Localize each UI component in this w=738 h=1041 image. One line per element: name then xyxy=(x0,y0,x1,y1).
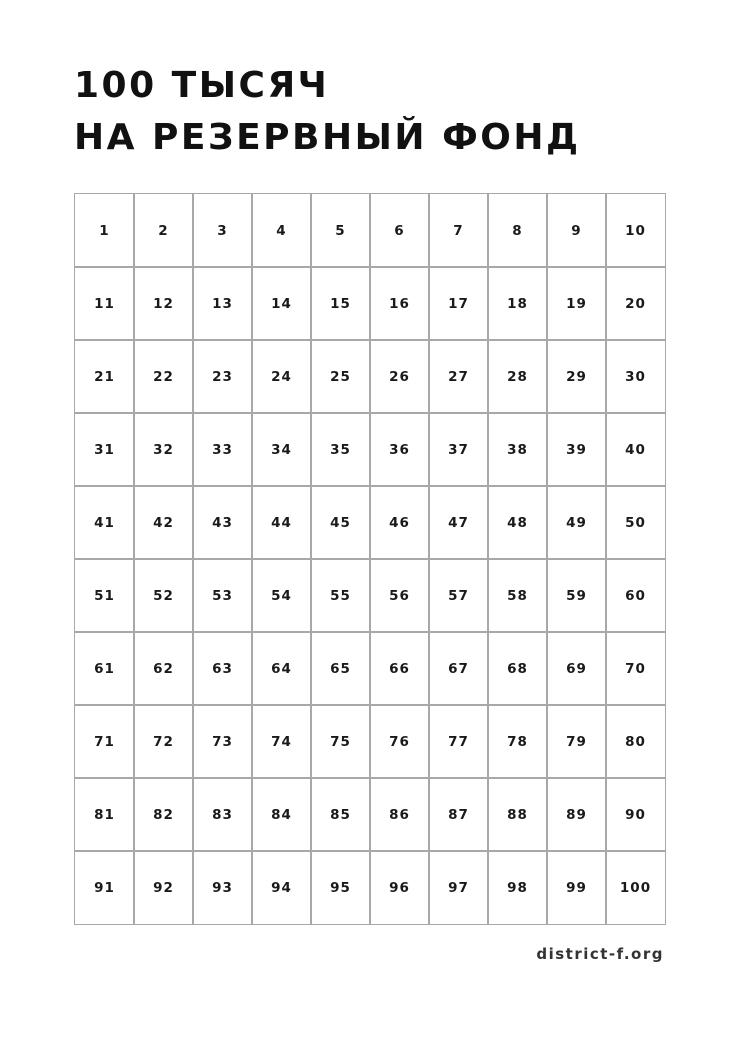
grid-cell-53[interactable]: 53 xyxy=(192,558,253,633)
grid-cell-26[interactable]: 26 xyxy=(369,339,430,414)
grid-cell-70[interactable]: 70 xyxy=(605,631,666,706)
grid-cell-66[interactable]: 66 xyxy=(369,631,430,706)
grid-cell-62[interactable]: 62 xyxy=(133,631,194,706)
grid-cell-81[interactable]: 81 xyxy=(74,777,135,852)
grid-cell-64[interactable]: 64 xyxy=(251,631,312,706)
grid-cell-20[interactable]: 20 xyxy=(605,266,666,341)
grid-cell-90[interactable]: 90 xyxy=(605,777,666,852)
grid-cell-25[interactable]: 25 xyxy=(310,339,371,414)
grid-cell-46[interactable]: 46 xyxy=(369,485,430,560)
grid-cell-59[interactable]: 59 xyxy=(546,558,607,633)
grid-cell-73[interactable]: 73 xyxy=(192,704,253,779)
grid-cell-35[interactable]: 35 xyxy=(310,412,371,487)
grid-cell-86[interactable]: 86 xyxy=(369,777,430,852)
grid-cell-83[interactable]: 83 xyxy=(192,777,253,852)
grid-cell-51[interactable]: 51 xyxy=(74,558,135,633)
grid-cell-82[interactable]: 82 xyxy=(133,777,194,852)
grid-cell-56[interactable]: 56 xyxy=(369,558,430,633)
grid-cell-33[interactable]: 33 xyxy=(192,412,253,487)
grid-cell-36[interactable]: 36 xyxy=(369,412,430,487)
grid-cell-61[interactable]: 61 xyxy=(74,631,135,706)
grid-cell-65[interactable]: 65 xyxy=(310,631,371,706)
grid-cell-16[interactable]: 16 xyxy=(369,266,430,341)
grid-cell-43[interactable]: 43 xyxy=(192,485,253,560)
grid-cell-79[interactable]: 79 xyxy=(546,704,607,779)
grid-cell-29[interactable]: 29 xyxy=(546,339,607,414)
grid-cell-9[interactable]: 9 xyxy=(546,193,607,268)
grid-cell-12[interactable]: 12 xyxy=(133,266,194,341)
grid-cell-84[interactable]: 84 xyxy=(251,777,312,852)
grid-cell-44[interactable]: 44 xyxy=(251,485,312,560)
grid-cell-21[interactable]: 21 xyxy=(74,339,135,414)
grid-cell-69[interactable]: 69 xyxy=(546,631,607,706)
grid-cell-94[interactable]: 94 xyxy=(251,850,312,925)
grid-cell-8[interactable]: 8 xyxy=(487,193,548,268)
grid-cell-34[interactable]: 34 xyxy=(251,412,312,487)
grid-cell-13[interactable]: 13 xyxy=(192,266,253,341)
grid-cell-71[interactable]: 71 xyxy=(74,704,135,779)
grid-cell-58[interactable]: 58 xyxy=(487,558,548,633)
grid-cell-100[interactable]: 100 xyxy=(605,850,666,925)
grid-cell-92[interactable]: 92 xyxy=(133,850,194,925)
grid-cell-80[interactable]: 80 xyxy=(605,704,666,779)
grid-cell-57[interactable]: 57 xyxy=(428,558,489,633)
grid-cell-22[interactable]: 22 xyxy=(133,339,194,414)
grid-cell-55[interactable]: 55 xyxy=(310,558,371,633)
grid-cell-19[interactable]: 19 xyxy=(546,266,607,341)
grid-cell-52[interactable]: 52 xyxy=(133,558,194,633)
grid-cell-3[interactable]: 3 xyxy=(192,193,253,268)
site-url: district-f.org xyxy=(536,945,664,963)
grid-cell-1[interactable]: 1 xyxy=(74,193,135,268)
grid-cell-74[interactable]: 74 xyxy=(251,704,312,779)
grid-cell-97[interactable]: 97 xyxy=(428,850,489,925)
grid-cell-7[interactable]: 7 xyxy=(428,193,489,268)
grid-cell-99[interactable]: 99 xyxy=(546,850,607,925)
grid-cell-18[interactable]: 18 xyxy=(487,266,548,341)
grid-cell-17[interactable]: 17 xyxy=(428,266,489,341)
grid-cell-11[interactable]: 11 xyxy=(74,266,135,341)
grid-cell-54[interactable]: 54 xyxy=(251,558,312,633)
savings-tracker-grid xyxy=(74,193,666,925)
grid-cell-2[interactable]: 2 xyxy=(133,193,194,268)
grid-cell-32[interactable]: 32 xyxy=(133,412,194,487)
grid-cell-77[interactable]: 77 xyxy=(428,704,489,779)
grid-cell-39[interactable]: 39 xyxy=(546,412,607,487)
grid-cell-67[interactable]: 67 xyxy=(428,631,489,706)
grid-cell-68[interactable]: 68 xyxy=(487,631,548,706)
grid-cell-5[interactable]: 5 xyxy=(310,193,371,268)
grid-cell-88[interactable]: 88 xyxy=(487,777,548,852)
grid-cell-78[interactable]: 78 xyxy=(487,704,548,779)
grid-cell-91[interactable]: 91 xyxy=(74,850,135,925)
grid-cell-60[interactable]: 60 xyxy=(605,558,666,633)
grid-cell-27[interactable]: 27 xyxy=(428,339,489,414)
grid-cell-15[interactable]: 15 xyxy=(310,266,371,341)
page-title xyxy=(74,60,581,164)
grid-cell-49[interactable]: 49 xyxy=(546,485,607,560)
grid-cell-23[interactable]: 23 xyxy=(192,339,253,414)
grid-cell-40[interactable]: 40 xyxy=(605,412,666,487)
grid-cell-37[interactable]: 37 xyxy=(428,412,489,487)
grid-cell-42[interactable]: 42 xyxy=(133,485,194,560)
grid-cell-24[interactable]: 24 xyxy=(251,339,312,414)
grid-cell-6[interactable]: 6 xyxy=(369,193,430,268)
grid-cell-95[interactable]: 95 xyxy=(310,850,371,925)
grid-cell-28[interactable]: 28 xyxy=(487,339,548,414)
grid-cell-75[interactable]: 75 xyxy=(310,704,371,779)
grid-cell-10[interactable]: 10 xyxy=(605,193,666,268)
grid-cell-96[interactable]: 96 xyxy=(369,850,430,925)
grid-cell-93[interactable]: 93 xyxy=(192,850,253,925)
grid-cell-76[interactable]: 76 xyxy=(369,704,430,779)
grid-cell-4[interactable]: 4 xyxy=(251,193,312,268)
grid-cell-30[interactable]: 30 xyxy=(605,339,666,414)
grid-cell-31[interactable]: 31 xyxy=(74,412,135,487)
title-line-2: НА РЕЗЕРВНЫЙ ФОНД xyxy=(74,117,581,158)
title-line-1: 100 ТЫСЯЧ xyxy=(74,65,330,106)
grid-cell-63[interactable]: 63 xyxy=(192,631,253,706)
grid-cell-89[interactable]: 89 xyxy=(546,777,607,852)
grid-cell-48[interactable]: 48 xyxy=(487,485,548,560)
grid-cell-87[interactable]: 87 xyxy=(428,777,489,852)
grid-cell-98[interactable]: 98 xyxy=(487,850,548,925)
grid-cell-47[interactable]: 47 xyxy=(428,485,489,560)
grid-cell-50[interactable]: 50 xyxy=(605,485,666,560)
grid-cell-41[interactable]: 41 xyxy=(74,485,135,560)
grid-cell-45[interactable]: 45 xyxy=(310,485,371,560)
grid-cell-85[interactable]: 85 xyxy=(310,777,371,852)
grid-cell-14[interactable]: 14 xyxy=(251,266,312,341)
grid-cell-38[interactable]: 38 xyxy=(487,412,548,487)
grid-cell-72[interactable]: 72 xyxy=(133,704,194,779)
